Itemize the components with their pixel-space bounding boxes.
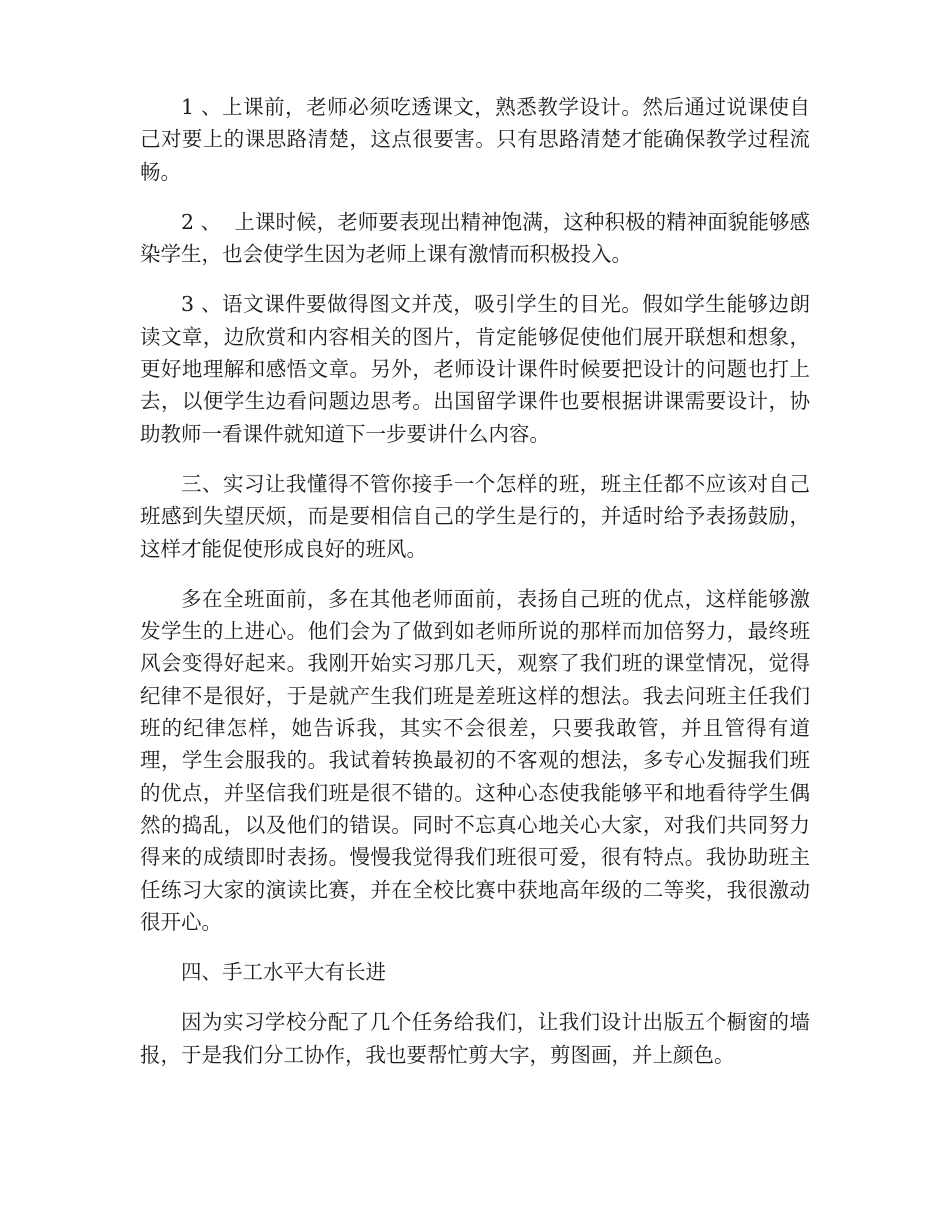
section-heading: 四、手工水平大有长进 bbox=[181, 960, 386, 985]
paragraph-7: 因为实习学校分配了几个任务给我们，让我们设计出版五个橱窗的墙报，于是我们分工协作，我也要帮忙剪大字，剪图画，并上颜色。 bbox=[140, 1010, 810, 1067]
paragraph-2: 2 、 上课时候，老师要表现出精神饱满，这种积极的精神面貌能够感染学生，也会使学生因为老师上课有激情而积极投入。 bbox=[140, 209, 810, 267]
paragraph-4: 三、实习让我懂得不管你接手一个怎样的班，班主任都不应该对自己班感到失望厌烦，而是要相信自己的学生是行的，并适时给予表扬鼓励，这样才能促使形成良好的班风。 bbox=[140, 471, 810, 561]
paragraph-5: 多在全班面前，多在其他老师面前，表扬自己班的优点，这样能够激发学生的上进心。他们会为了做到如老师所说的那样而加倍努力，最终班风会变得好起来。我刚开始实习那几天，观察了我们班的课堂情况，觉得纪律不是很好，于是就产生我们班是差班这样的想法。我去问班主任我们班的纪律怎样，她告诉我，其实不会很差，只要我敢管，并且管得有道理，学生会服我的。我试着转换最初的不客观的想法，多专心发掘我们班的优点，并坚信我们班是很不错的。这种心态使我能够平和地看待学生偶然的捣乱，以及他们的错误。同时不忘真心地关心大家，对我们共同努力得来的成绩即时表扬。慢慢我觉得我们班很可爱，很有特点。我协助班主任练习大家的演读比赛，并在全校比赛中获地高年级的二等奖，我很激动很开心。 bbox=[140, 586, 810, 934]
paragraph-1: 1 、上课前，老师必须吃透课文，熟悉教学设计。然后通过说课使自己对要上的课思路清楚，这点很要害。只有思路清楚才能确保教学过程流畅。 bbox=[140, 95, 810, 184]
document-body bbox=[140, 91, 810, 1089]
paragraph-3: 3 、语文课件要做得图文并茂，吸引学生的目光。假如学生能够边朗读文章，边欣赏和内容相关的图片，肯定能够促使他们展开联想和想象，更好地理解和感悟文章。另外，老师设计课件时候要把设计的问题也打上去，以便学生边看问题边思考。出国留学课件也要根据讲课需要设计，协助教师一看课件就知道下一步要讲什么内容。 bbox=[140, 292, 810, 446]
